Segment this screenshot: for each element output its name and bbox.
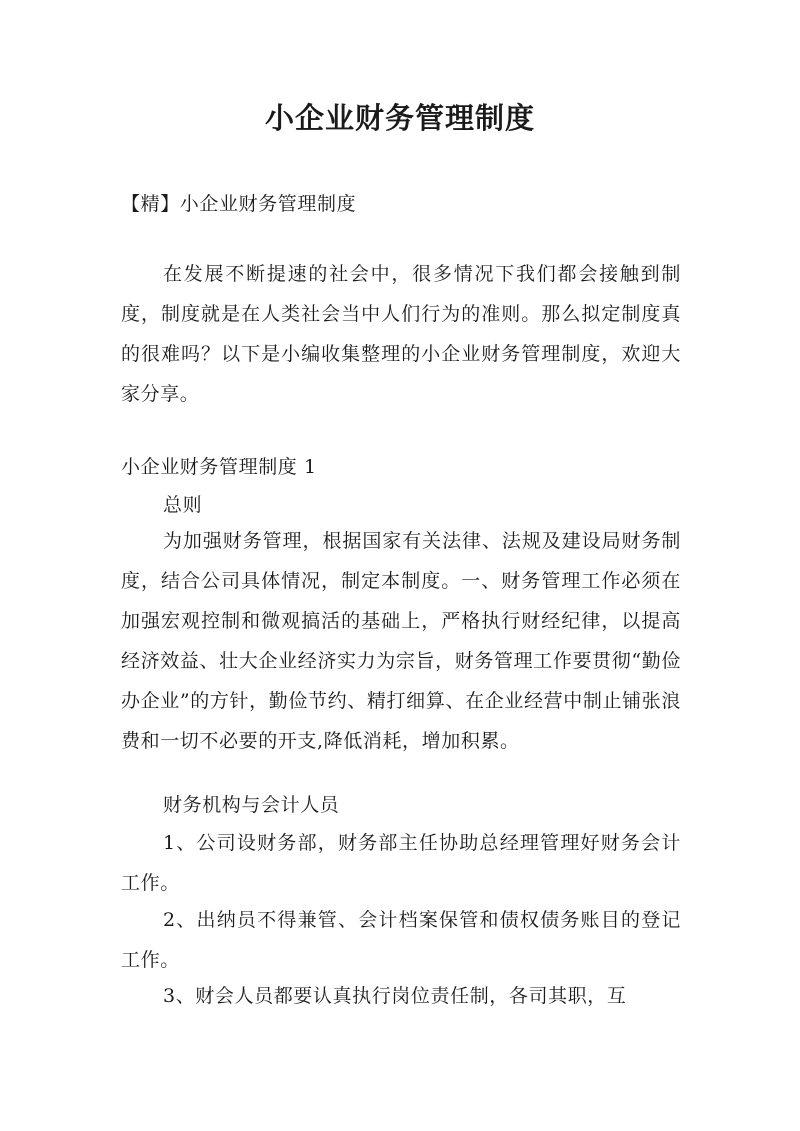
intro-paragraph: 在发展不断提速的社会中，很多情况下我们都会接触到制度，制度就是在人类社会当中人们行为的准则。那么拟定制度真的很难吗？以下是小编收集整理的小企业财务管理制度，欢迎大家分享。: [121, 263, 681, 405]
general-body-paragraph: 为加强财务管理，根据国家有关法律、法规及建设局财务制度，结合公司具体情况，制定本制度。一、财务管理工作必须在加强宏观控制和微观搞活的基础上，严格执行财经纪律，以提高经济效益、壮大企业经济实力为宗旨，财务管理工作要贯彻“勤俭办企业”的方针，勤俭节约、精打细算、在企业经营中制止铺张浪费和一切不必要的开支,降低消耗，增加积累。: [121, 530, 681, 752]
general-heading: 总则: [163, 494, 203, 516]
list-item: 3、财会人员都要认真执行岗位责任制，各司其职，互: [163, 985, 627, 1007]
document-subtitle: 【精】小企业财务管理制度: [121, 193, 357, 215]
section-title: 小企业财务管理制度 1: [121, 456, 317, 478]
list-item: 1、公司设财务部，财务部主任协助总经理管理好财务会计工作。: [121, 832, 681, 894]
org-heading: 财务机构与会计人员: [163, 794, 340, 816]
list-item: 2、出纳员不得兼管、会计档案保管和债权债务账目的登记工作。: [121, 909, 681, 971]
document-title: 小企业财务管理制度: [264, 101, 535, 135]
